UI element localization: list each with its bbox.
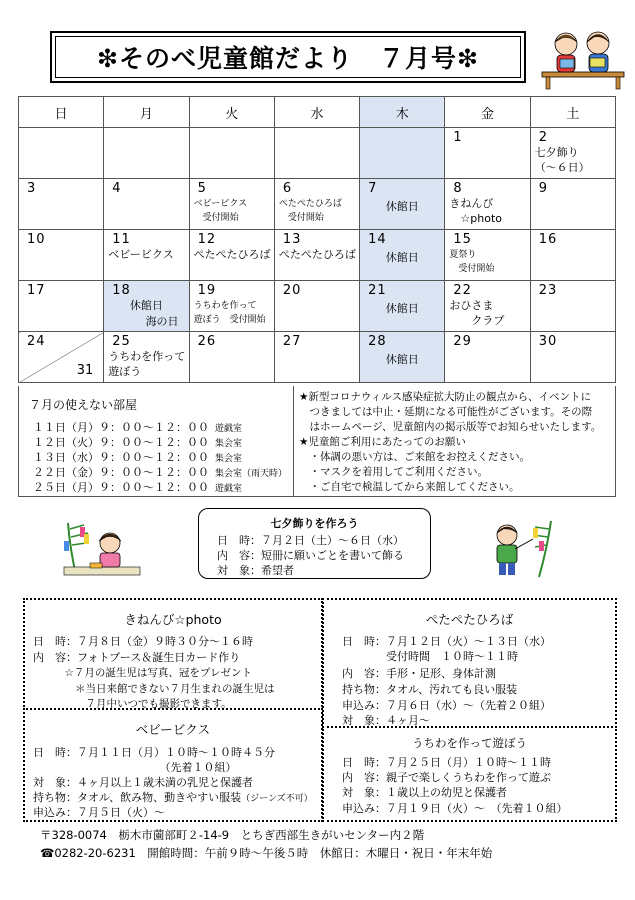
kinenbi-detail: 日 時：７月８日（金）９時３０分～１６時 — [33, 635, 253, 648]
day-number-secondary: 31 — [76, 363, 94, 378]
calendar-day-cell — [19, 230, 104, 281]
notice-line: ★児童館ご利用にあたってのお願い — [299, 436, 466, 448]
day-number: 26 — [197, 334, 217, 349]
tanabata-event-box — [198, 508, 431, 579]
calendar-day-cell — [274, 179, 359, 230]
day-number: 22 — [453, 283, 472, 298]
calendar-day-cell — [104, 332, 189, 383]
kinenbi-detail: ☆７月の誕生児は写真、冠をプレゼント — [33, 667, 252, 679]
day-number: 30 — [538, 334, 558, 349]
day-number: 14 — [368, 232, 387, 247]
weekday-header-row — [19, 97, 616, 128]
calendar-day-cell — [104, 230, 189, 281]
room-name: 集会室（雨天時） — [215, 469, 288, 479]
petapeta-detail: 内 容：手形・足形、身体計測 — [342, 667, 496, 680]
calendar-day-cell — [445, 179, 530, 230]
petapeta-detail: 対 象：４ヶ月～ — [342, 714, 430, 727]
calendar-day-cell — [19, 281, 104, 332]
day-number: 5 — [197, 181, 207, 196]
kinenbi-heading: きねんび☆photo — [124, 612, 222, 627]
day-event-text: 遊ぼう — [108, 365, 142, 378]
petapeta-detail: 申込み：７月６日（水）～（先着２０組） — [342, 699, 551, 712]
closed-day-label: 休館日 — [129, 299, 163, 312]
room-name: 集会室 — [215, 454, 243, 464]
room-row — [33, 479, 242, 495]
calendar-day-cell — [274, 230, 359, 281]
calendar-day-cell — [19, 128, 104, 179]
tanabata-girl-illustration — [62, 519, 142, 577]
room-name: 集会室 — [215, 439, 243, 449]
day-number: 6 — [282, 181, 293, 196]
weekday-wed: 水 — [274, 97, 359, 128]
petapeta-detail: 日 時：７月１２日（火）～１３日（水） — [342, 635, 551, 648]
footer-address: 〒328-0074 栃木市薗部町２-14-9 とちぎ西部生きがいセンター内２階 — [40, 828, 425, 842]
calendar-day-cell — [445, 128, 530, 179]
day-number: 7 — [368, 181, 378, 196]
day-number: 2 — [538, 130, 548, 145]
calendar-day-cell — [189, 230, 274, 281]
notice-line: ・体調の悪い方は、ご来館をお控えください。 — [299, 451, 530, 463]
closed-day-label: 休館日 — [385, 200, 419, 213]
calendar-week-row — [19, 281, 616, 332]
notice-line: ★新型コロナウィルス感染症拡大防止の観点から、イベントに — [299, 391, 591, 403]
calendar-day-cell — [104, 179, 189, 230]
calendar-week-row — [19, 332, 616, 383]
babybics-detail — [33, 789, 313, 805]
calendar-day-cell — [189, 128, 274, 179]
footer-contact: ☎0282-20-6231 開館時間：午前９時～午後５時 休館日：木曜日・祝日・年末年始 — [40, 846, 493, 860]
petapeta-detail: 受付時間 １０時～１１時 — [342, 650, 518, 663]
calendar-day-cell — [445, 281, 530, 332]
kinenbi-event-box — [23, 598, 323, 710]
room-row — [33, 434, 242, 450]
day-event-text: きねんび — [449, 197, 494, 210]
day-number: 3 — [27, 181, 37, 196]
calendar-day-cell — [445, 332, 530, 383]
day-event-text: うちわを作って — [193, 301, 257, 311]
calendar-day-cell — [530, 332, 615, 383]
calendar-day-cell — [189, 332, 274, 383]
kinenbi-detail: ＊当日来館できない７月生まれの誕生児は — [33, 683, 275, 695]
petapeta-detail: 持ち物：タオル、汚れても良い服装 — [342, 683, 518, 696]
calendar-day-cell — [274, 128, 359, 179]
day-event-text: ぺたぺたひろば — [278, 248, 356, 261]
day-number: 11 — [112, 232, 131, 247]
tanabata-detail: 内 容：短冊に願いごとを書いて飾る — [217, 549, 404, 562]
notice-line: ・マスクを着用してご利用ください。 — [299, 466, 488, 478]
unavailable-rooms-title: ７月の使えない部屋 — [29, 398, 138, 412]
calendar-week-row — [19, 179, 616, 230]
day-event-text: ぺたぺたひろば — [193, 248, 271, 261]
calendar-day-cell — [104, 281, 189, 332]
calendar-day-cell — [274, 281, 359, 332]
holiday-label: 海の日 — [145, 315, 179, 328]
babybics-note: （ジーンズ不可） — [241, 794, 313, 804]
day-number: 20 — [282, 283, 302, 298]
calendar-day-cell — [360, 128, 445, 179]
room-row — [33, 464, 287, 480]
closed-day-label: 休館日 — [385, 353, 419, 366]
day-number: 18 — [112, 283, 131, 298]
calendar-day-cell — [530, 128, 615, 179]
day-event-text: 夏祭り — [449, 250, 477, 260]
uchiwa-detail: 申込み：７月１９日（火）～ （先着１０組） — [342, 802, 568, 815]
day-event-text: 受付開始 — [193, 213, 239, 223]
weekday-thu: 木 — [360, 97, 445, 128]
petapeta-event-box — [322, 598, 617, 728]
day-event-text: 遊ぼう 受付開始 — [193, 315, 266, 325]
notice-line: ・ご自宅で検温してから来館してください。 — [299, 481, 520, 493]
tanabata-heading: 七夕飾りを作ろう — [270, 517, 359, 530]
uchiwa-detail: 対 象：１歳以上の幼児と保護者 — [342, 786, 507, 799]
room-date: ２５日（月）９：００～１２：００ — [33, 481, 209, 494]
weekday-sat: 土 — [530, 97, 615, 128]
room-row — [33, 419, 242, 435]
day-number: 9 — [538, 181, 548, 196]
notice-line: つきましては中止・延期になる可能性がございます。その際 — [299, 406, 593, 418]
day-number: 23 — [538, 283, 558, 298]
day-event-text: 受付開始 — [278, 213, 324, 223]
tanabata-boy-illustration — [487, 519, 557, 579]
room-date: ２２日（金）９：００～１２：００ — [33, 466, 209, 479]
uchiwa-event-box — [322, 726, 617, 822]
calendar-day-cell — [19, 332, 104, 383]
calendar-day-cell — [19, 179, 104, 230]
calendar-week-row — [19, 128, 616, 179]
calendar-day-cell — [360, 230, 445, 281]
room-date: １２日（火）９：００～１２：００ — [33, 436, 209, 449]
day-number: 13 — [282, 232, 302, 247]
children-reading-illustration — [540, 28, 626, 90]
babybics-detail: 対 象：４ヶ月以上１歳未満の乳児と保護者 — [33, 776, 253, 789]
closed-day-label: 休館日 — [385, 302, 419, 315]
babybics-heading: ベビービクス — [135, 722, 211, 737]
day-number: 24 — [27, 334, 46, 349]
babybics-items: 持ち物：タオル、飲み物、動きやすい服装 — [33, 791, 242, 804]
weekday-mon: 月 — [104, 97, 189, 128]
calendar-day-cell — [445, 230, 530, 281]
day-event-text: ぺたぺたひろば — [278, 199, 342, 209]
kinenbi-detail: ７月中いつでも撮影できます。 — [33, 698, 232, 710]
babybics-event-box — [23, 708, 323, 822]
day-number: 17 — [27, 283, 46, 298]
day-event-text: クラブ — [449, 314, 505, 327]
calendar-week-row — [19, 230, 616, 281]
day-number: 19 — [197, 283, 217, 298]
day-number: 8 — [453, 181, 463, 196]
calendar-day-cell — [360, 179, 445, 230]
day-number: 12 — [197, 232, 217, 247]
room-row — [33, 449, 242, 465]
weekday-sun: 日 — [19, 97, 104, 128]
kinenbi-detail: 内 容：フォトブース＆誕生日カード作り — [33, 651, 241, 664]
calendar-day-cell — [104, 128, 189, 179]
calendar-body — [19, 128, 616, 383]
petapeta-heading: ぺたぺたひろば — [425, 612, 514, 627]
notes-section — [18, 386, 616, 497]
room-date: １１日（月）９：００～１２：００ — [33, 421, 209, 434]
day-event-text: ベビービクス — [108, 248, 174, 261]
day-number: 16 — [538, 232, 558, 247]
notice-line: はホームページ、児童館内の掲示版等でお知らせいたします。 — [299, 421, 602, 433]
newsletter-title: ❇そのべ児童館だより ７月号❇ — [97, 44, 479, 73]
notes-divider — [293, 386, 294, 496]
room-name: 遊戯室 — [215, 424, 243, 434]
room-name: 遊戯室 — [215, 484, 243, 494]
calendar-day-cell — [274, 332, 359, 383]
uchiwa-detail: 日 時：７月２５日（月）１０時～１１時 — [342, 756, 551, 769]
day-number: 27 — [282, 334, 302, 349]
day-number: 1 — [453, 130, 463, 145]
babybics-detail: （先着１０組） — [33, 761, 237, 774]
uchiwa-heading: うちわを作って遊ぼう — [412, 736, 527, 750]
weekday-tue: 火 — [189, 97, 274, 128]
day-number: 21 — [368, 283, 387, 298]
day-number: 15 — [453, 232, 472, 247]
day-number: 25 — [112, 334, 131, 349]
babybics-detail: 日 時：７月１１日（月）１０時～１０時４５分 — [33, 746, 275, 759]
day-event-text: おひさま — [449, 299, 494, 312]
day-number: 28 — [368, 334, 387, 349]
day-number: 29 — [453, 334, 472, 349]
closed-day-label: 休館日 — [385, 251, 419, 264]
day-event-text: ベビービクス — [193, 199, 248, 209]
title-banner — [50, 31, 526, 83]
day-event-text: ☆photo — [449, 212, 502, 225]
calendar-day-cell — [530, 281, 615, 332]
day-number: 10 — [27, 232, 46, 247]
july-calendar — [18, 96, 616, 383]
calendar-day-cell — [360, 281, 445, 332]
day-event-text: 受付開始 — [449, 264, 495, 274]
tanabata-detail: 対 象：希望者 — [217, 564, 294, 577]
day-number: 4 — [112, 181, 122, 196]
calendar-day-cell — [189, 281, 274, 332]
day-event-text: うちわを作って — [108, 350, 186, 363]
uchiwa-detail: 内 容：親子で楽しくうちわを作って遊ぶ — [342, 771, 551, 784]
calendar-day-cell — [530, 230, 615, 281]
tanabata-detail: 日 時：７月２日（土）～６日（水） — [217, 534, 404, 547]
room-date: １３日（水）９：００～１２：００ — [33, 451, 209, 464]
day-event-text: （～６日） — [534, 161, 590, 174]
day-event-text: 七夕飾り — [534, 146, 579, 159]
calendar-day-cell — [360, 332, 445, 383]
babybics-detail: 申込み：７月５日（火）～ — [33, 806, 165, 819]
calendar-day-cell — [530, 179, 615, 230]
calendar-day-cell — [189, 179, 274, 230]
weekday-fri: 金 — [445, 97, 530, 128]
